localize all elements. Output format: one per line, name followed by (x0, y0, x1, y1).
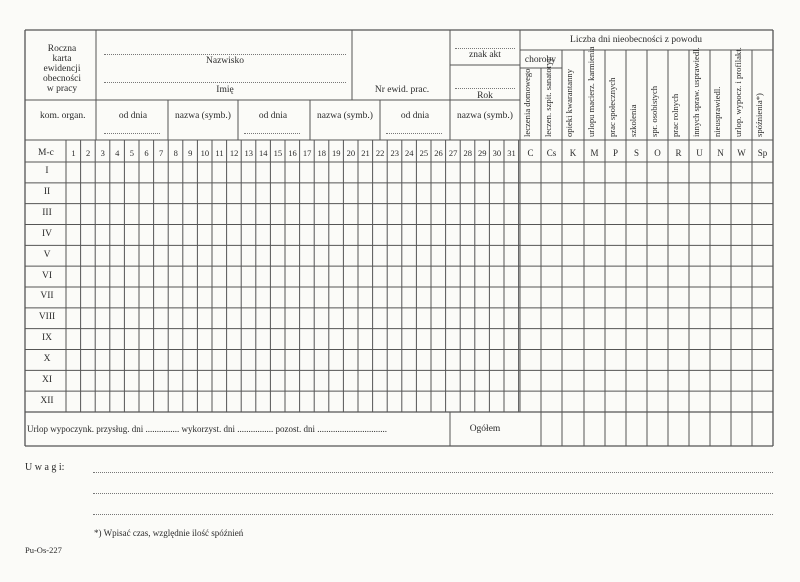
remarks-label: U w a g i: (25, 462, 65, 473)
day-number: 25 (419, 148, 429, 158)
month-label: IV (41, 228, 53, 239)
year-label: Rok (477, 91, 493, 101)
month-label: I (45, 166, 49, 177)
absence-heading: leczen. szpit. sanatoryj. (543, 56, 553, 137)
day-number: 23 (390, 148, 399, 158)
card-title-line: karta (52, 54, 72, 64)
absence-code: Sp (757, 148, 768, 158)
surname-line-top (104, 54, 346, 55)
day-number: 19 (332, 148, 341, 158)
day-number: 4 (115, 148, 120, 158)
month-label: III (42, 208, 52, 219)
month-label: IX (41, 333, 53, 344)
footnote: *) Wpisać czas, względnie ilość spóźnień (94, 528, 244, 538)
card-title-line: Roczna (47, 44, 77, 54)
day-number: 2 (85, 148, 91, 158)
card-title-line: obecności (43, 74, 81, 84)
day-number: 5 (129, 148, 135, 158)
absence-heading: innych spraw. usprawiedl. (691, 47, 701, 137)
day-number: 31 (507, 148, 516, 158)
month-label: VI (41, 270, 53, 281)
name-symbol-label: nazwa (symb.) (317, 111, 373, 121)
remarks-line-2[interactable] (93, 493, 773, 494)
month-label: XI (41, 374, 53, 385)
from-day-label: od dnia (258, 111, 288, 121)
record-number-label: Nr ewid. prac. (374, 85, 430, 95)
org-unit-label: kom. organ. (40, 111, 86, 121)
absence-heading: prac społecznych (607, 77, 617, 137)
absence-code: R (675, 148, 682, 158)
day-number: 22 (375, 148, 385, 158)
day-number: 14 (259, 148, 268, 158)
absence-heading: leczenia domowego (522, 68, 532, 137)
month-label: II (43, 187, 51, 198)
absence-code: P (612, 148, 618, 158)
firstname-line-top (104, 82, 346, 83)
form-code: Pu-Os-227 (25, 545, 62, 555)
day-number: 1 (71, 148, 76, 158)
day-number: 20 (346, 148, 356, 158)
card-title (28, 44, 96, 94)
month-label: VIII (38, 312, 56, 323)
day-number: 16 (288, 148, 297, 158)
day-number: 11 (215, 148, 224, 158)
day-number: 30 (492, 148, 502, 158)
day-number: 24 (405, 148, 414, 158)
day-number: 26 (434, 148, 443, 158)
day-number: 7 (158, 148, 164, 158)
absence-heading: urlopu macierz. karmienia (586, 46, 596, 137)
org-dots (386, 133, 442, 134)
absence-code: N (717, 148, 724, 158)
absence-code: W (737, 148, 746, 158)
absence-heading: szkolenia (628, 104, 638, 137)
absence-code: K (569, 148, 577, 158)
from-day-label: od dnia (118, 111, 148, 121)
org-dots (104, 133, 160, 134)
surname-label: Nazwisko (206, 56, 244, 66)
day-number: 29 (478, 148, 487, 158)
year-line (455, 88, 515, 89)
org-dots (244, 133, 300, 134)
leave-summary: Urlop wypoczynk. przysług. dni ............... wykorzyst. dni ................ pozost. dni ............................... (27, 424, 387, 434)
total-label: Ogółem (469, 424, 501, 434)
absence-heading: opieki kwarantanny (564, 68, 574, 137)
day-number: 12 (229, 148, 239, 158)
card-title-line: w pracy (46, 84, 78, 94)
absence-heading: urlop. wypocz. i profilakt. (733, 47, 743, 137)
day-number: 9 (188, 148, 193, 158)
absence-heading: spr. osobistych (649, 85, 659, 137)
month-column-header: M-c (38, 148, 54, 158)
absence-code: Cs (546, 148, 557, 158)
remarks-line-3[interactable] (93, 514, 773, 515)
day-number: 28 (463, 148, 472, 158)
day-number: 21 (361, 148, 370, 158)
day-number: 18 (317, 148, 326, 158)
name-symbol-label: nazwa (symb.) (457, 111, 513, 121)
absence-heading: nieusprawiedl. (712, 86, 722, 137)
month-label: X (43, 353, 51, 364)
absence-code: M (590, 148, 599, 158)
absence-title: Liczba dni nieobecności z powodu (570, 35, 702, 45)
absence-heading: spóźnienia*) (754, 93, 764, 137)
day-number: 8 (173, 148, 178, 158)
absence-code: O (654, 148, 661, 158)
day-number: 13 (244, 148, 253, 158)
absence-code: C (527, 148, 534, 158)
name-symbol-label: nazwa (symb.) (175, 111, 231, 121)
illness-label: choroby (524, 55, 557, 65)
day-number: 6 (144, 148, 149, 158)
day-number: 17 (302, 148, 312, 158)
day-number: 27 (448, 148, 458, 158)
card-title-line: ewidencji (43, 64, 81, 74)
firstname-label: Imię (216, 85, 234, 95)
absence-code: S (633, 148, 639, 158)
day-number: 15 (273, 148, 283, 158)
file-sign-line (455, 48, 515, 49)
day-number: 10 (200, 148, 210, 158)
from-day-label: od dnia (400, 111, 430, 121)
remarks-line-1[interactable] (93, 472, 773, 473)
month-label: XII (40, 395, 54, 406)
file-sign-label: znak akt (469, 50, 501, 60)
month-label: VII (40, 291, 54, 302)
day-number: 3 (100, 148, 105, 158)
absence-code: U (696, 148, 703, 158)
absence-heading: prac rolnych (670, 93, 680, 137)
month-label: V (43, 249, 51, 260)
